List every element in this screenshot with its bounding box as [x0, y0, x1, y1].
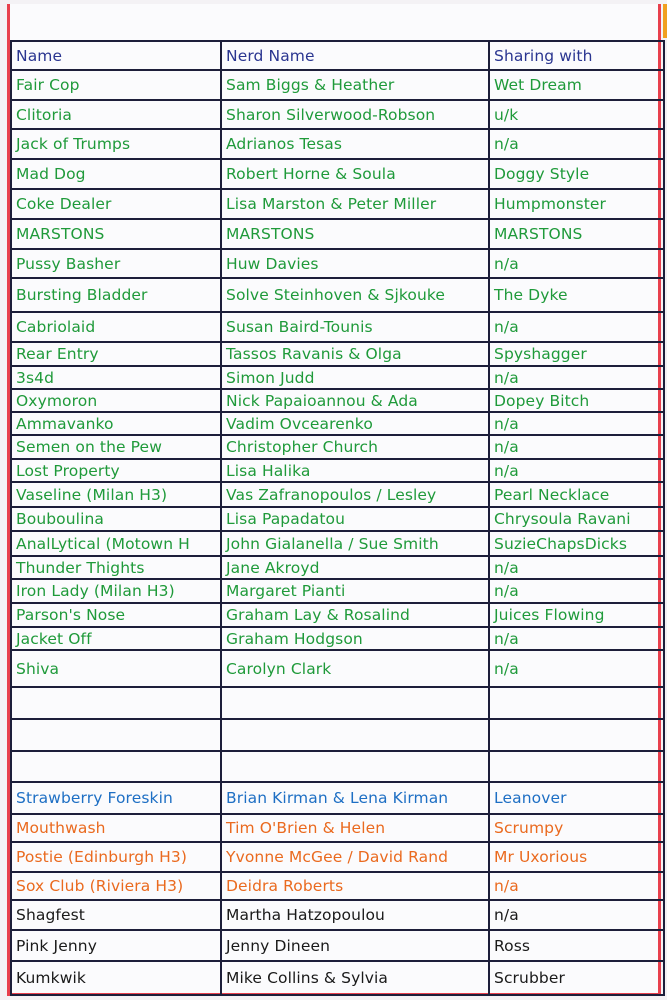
cell-sharing-with: n/a	[489, 412, 664, 435]
cell-name: Parson's Nose	[11, 603, 221, 627]
cell-sharing-with: n/a	[489, 650, 664, 687]
header-sharing-with: Sharing with	[489, 41, 664, 70]
cell-name: Ammavanko	[11, 412, 221, 435]
cell-sharing-with: n/a	[489, 627, 664, 650]
cell-sharing-with: n/a	[489, 579, 664, 603]
cell-nerd-name: Sharon Silverwood-Robson	[221, 100, 489, 129]
cell-name: Vaseline (Milan H3)	[11, 482, 221, 507]
cell-nerd-name: Vadim Ovcearenko	[221, 412, 489, 435]
table-row	[11, 556, 664, 579]
table-row	[11, 961, 664, 995]
table-row	[11, 249, 664, 278]
cell-name: Fair Cop	[11, 70, 221, 100]
cell-nerd-name: Tim O'Brien & Helen	[221, 814, 489, 842]
cell-nerd-name: Jenny Dineen	[221, 930, 489, 961]
cell-sharing-with: n/a	[489, 435, 664, 459]
cell-nerd-name: Vas Zafranopoulos / Lesley	[221, 482, 489, 507]
cell-name: Shiva	[11, 650, 221, 687]
cell-sharing-with: Scrumpy	[489, 814, 664, 842]
cell-name: Sox Club (Riviera H3)	[11, 872, 221, 900]
table-row	[11, 650, 664, 687]
cell-sharing-with: Pearl Necklace	[489, 482, 664, 507]
cell-nerd-name: Lisa Marston & Peter Miller	[221, 189, 489, 219]
header-row	[11, 41, 664, 70]
cell-sharing-with	[489, 687, 664, 719]
cell-nerd-name: Tassos Ravanis & Olga	[221, 342, 489, 366]
cell-nerd-name: Mike Collins & Sylvia	[221, 961, 489, 995]
cell-nerd-name: Sam Biggs & Heather	[221, 70, 489, 100]
table-row	[11, 687, 664, 719]
header-nerd-name: Nerd Name	[221, 41, 489, 70]
table-row	[11, 342, 664, 366]
cell-name: Coke Dealer	[11, 189, 221, 219]
cell-sharing-with: n/a	[489, 366, 664, 389]
table-row	[11, 751, 664, 782]
cell-sharing-with: Scrubber	[489, 961, 664, 995]
table-row	[11, 579, 664, 603]
cell-sharing-with: Mr Uxorious	[489, 842, 664, 872]
cell-nerd-name: Carolyn Clark	[221, 650, 489, 687]
table-row	[11, 366, 664, 389]
table-row	[11, 389, 664, 412]
cell-name	[11, 751, 221, 782]
table-row	[11, 219, 664, 249]
cell-nerd-name: John Gialanella / Sue Smith	[221, 531, 489, 556]
cell-name: AnalLytical (Motown H	[11, 531, 221, 556]
table-row	[11, 603, 664, 627]
cell-sharing-with: n/a	[489, 872, 664, 900]
nerd-names-table	[10, 40, 665, 996]
table-row	[11, 900, 664, 930]
cell-nerd-name: Yvonne McGee / David Rand	[221, 842, 489, 872]
cell-nerd-name: Lisa Papadatou	[221, 507, 489, 531]
table-row	[11, 435, 664, 459]
table-row	[11, 842, 664, 872]
table-row	[11, 312, 664, 342]
cell-name: Semen on the Pew	[11, 435, 221, 459]
table-row	[11, 627, 664, 650]
cell-name: Cabriolaid	[11, 312, 221, 342]
cell-name: Bouboulina	[11, 507, 221, 531]
cell-sharing-with: Ross	[489, 930, 664, 961]
cell-name: 3s4d	[11, 366, 221, 389]
table-row	[11, 872, 664, 900]
table-row	[11, 482, 664, 507]
cell-sharing-with: n/a	[489, 556, 664, 579]
cell-name: Pink Jenny	[11, 930, 221, 961]
cell-sharing-with: SuzieChapsDicks	[489, 531, 664, 556]
cell-name: Postie (Edinburgh H3)	[11, 842, 221, 872]
table-row	[11, 531, 664, 556]
cell-nerd-name: Simon Judd	[221, 366, 489, 389]
cell-nerd-name: Brian Kirman & Lena Kirman	[221, 782, 489, 814]
cell-nerd-name: Susan Baird-Tounis	[221, 312, 489, 342]
cell-nerd-name: MARSTONS	[221, 219, 489, 249]
cell-sharing-with	[489, 719, 664, 751]
cell-sharing-with: Spyshagger	[489, 342, 664, 366]
cell-nerd-name: Huw Davies	[221, 249, 489, 278]
cell-sharing-with: The Dyke	[489, 278, 664, 312]
cell-nerd-name: Robert Horne & Soula	[221, 159, 489, 189]
cell-name	[11, 687, 221, 719]
cell-nerd-name: Nick Papaioannou & Ada	[221, 389, 489, 412]
cell-name: Bursting Bladder	[11, 278, 221, 312]
table-row	[11, 412, 664, 435]
cell-sharing-with: MARSTONS	[489, 219, 664, 249]
table-row	[11, 719, 664, 751]
cell-name: Thunder Thights	[11, 556, 221, 579]
cell-sharing-with: n/a	[489, 900, 664, 930]
table-row	[11, 70, 664, 100]
cell-nerd-name: Adrianos Tesas	[221, 129, 489, 159]
table-row	[11, 507, 664, 531]
cell-sharing-with: Chrysoula Ravani	[489, 507, 664, 531]
cell-nerd-name	[221, 719, 489, 751]
cell-sharing-with: Leanover	[489, 782, 664, 814]
cell-sharing-with: Doggy Style	[489, 159, 664, 189]
cell-name: Iron Lady (Milan H3)	[11, 579, 221, 603]
cell-name: Mad Dog	[11, 159, 221, 189]
cell-sharing-with: Humpmonster	[489, 189, 664, 219]
cell-name: Rear Entry	[11, 342, 221, 366]
table-row	[11, 129, 664, 159]
cell-name: Shagfest	[11, 900, 221, 930]
cell-sharing-with	[489, 751, 664, 782]
cell-nerd-name: Christopher Church	[221, 435, 489, 459]
header-name: Name	[11, 41, 221, 70]
cell-name: Pussy Basher	[11, 249, 221, 278]
cell-nerd-name: Deidra Roberts	[221, 872, 489, 900]
cell-nerd-name: Graham Hodgson	[221, 627, 489, 650]
cell-sharing-with: Juices Flowing	[489, 603, 664, 627]
cell-sharing-with: n/a	[489, 312, 664, 342]
cell-name: Oxymoron	[11, 389, 221, 412]
corner-marker	[663, 4, 667, 38]
table-row	[11, 459, 664, 482]
cell-sharing-with: n/a	[489, 249, 664, 278]
cell-nerd-name: Solve Steinhoven & Sjkouke	[221, 278, 489, 312]
cell-nerd-name	[221, 687, 489, 719]
table-row	[11, 814, 664, 842]
cell-name: Jack of Trumps	[11, 129, 221, 159]
table-row	[11, 278, 664, 312]
table-row	[11, 159, 664, 189]
cell-nerd-name: Jane Akroyd	[221, 556, 489, 579]
cell-name: Jacket Off	[11, 627, 221, 650]
cell-nerd-name	[221, 751, 489, 782]
table-row	[11, 782, 664, 814]
table-row	[11, 100, 664, 129]
cell-sharing-with: Dopey Bitch	[489, 389, 664, 412]
cell-name	[11, 719, 221, 751]
cell-name: MARSTONS	[11, 219, 221, 249]
cell-name: Clitoria	[11, 100, 221, 129]
cell-nerd-name: Margaret Pianti	[221, 579, 489, 603]
cell-nerd-name: Martha Hatzopoulou	[221, 900, 489, 930]
cell-name: Strawberry Foreskin	[11, 782, 221, 814]
cell-sharing-with: n/a	[489, 129, 664, 159]
cell-sharing-with: Wet Dream	[489, 70, 664, 100]
cell-name: Lost Property	[11, 459, 221, 482]
cell-nerd-name: Graham Lay & Rosalind	[221, 603, 489, 627]
cell-nerd-name: Lisa Halika	[221, 459, 489, 482]
table-row	[11, 930, 664, 961]
table-row	[11, 189, 664, 219]
cell-name: Mouthwash	[11, 814, 221, 842]
cell-name: Kumkwik	[11, 961, 221, 995]
cell-sharing-with: u/k	[489, 100, 664, 129]
cell-sharing-with: n/a	[489, 459, 664, 482]
